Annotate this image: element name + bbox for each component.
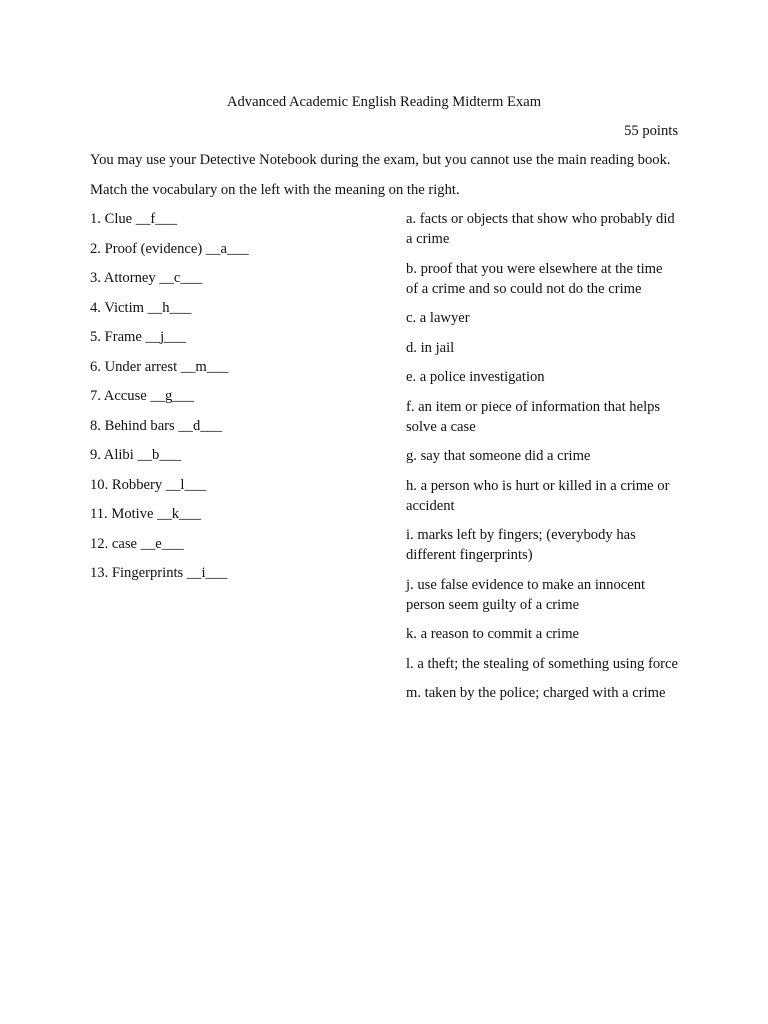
vocabulary-item: 5. Frame __j___ xyxy=(90,329,187,345)
vocabulary-item: 6. Under arrest __m___ xyxy=(90,358,229,375)
definition-item: e. a police investigation xyxy=(406,369,545,385)
vocabulary-list xyxy=(90,209,390,593)
vocabulary-item: 4. Victim __h___ xyxy=(90,299,192,316)
vocabulary-item: 10. Robbery __l___ xyxy=(90,476,207,493)
definition-item: f. an item or piece of information that helps solve a case xyxy=(406,398,661,435)
exam-title: Advanced Academic English Reading Midterm Exam xyxy=(226,94,542,110)
vocabulary-item: 7. Accuse __g___ xyxy=(90,388,195,404)
vocabulary-item: 13. Fingerprints __i___ xyxy=(90,565,228,581)
vocabulary-item: 9. Alibi __b___ xyxy=(90,447,182,463)
definition-item: h. a person who is hurt or killed in a crime or accident xyxy=(406,477,670,514)
definition-item: b. proof that you were elsewhere at the time of a crime and so could not do the crime xyxy=(406,260,663,297)
definition-item: c. a lawyer xyxy=(406,310,470,326)
definition-item: l. a theft; the stealing of something using force xyxy=(406,655,678,672)
vocabulary-item: 3. Attorney __c___ xyxy=(90,270,203,286)
matching-instruction: Match the vocabulary on the left with the meaning on the right. xyxy=(90,182,460,198)
vocabulary-item: 11. Motive __k___ xyxy=(90,506,201,522)
vocabulary-item: 1. Clue __f___ xyxy=(90,211,178,227)
vocabulary-item: 2. Proof (evidence) __a___ xyxy=(90,240,249,257)
vocabulary-item: 8. Behind bars __d___ xyxy=(90,417,223,434)
notebook-instruction: You may use your Detective Notebook during the exam, but you cannot use the main reading book. xyxy=(90,152,671,168)
points-label: 55 points xyxy=(624,123,678,139)
matching-columns xyxy=(90,209,678,749)
vocabulary-item: 12. case __e___ xyxy=(90,535,184,552)
definition-item: d. in jail xyxy=(406,339,455,356)
definition-item: k. a reason to commit a crime xyxy=(406,626,580,642)
definition-item: j. use false evidence to make an innocent person seem guilty of a crime xyxy=(406,576,646,613)
definition-list xyxy=(406,209,678,713)
definition-item: i. marks left by fingers; (everybody has different fingerprints) xyxy=(406,527,636,563)
definition-item: a. facts or objects that show who probably did a crime xyxy=(406,211,675,247)
definition-item: g. say that someone did a crime xyxy=(406,448,591,464)
definition-item: m. taken by the police; charged with a crime xyxy=(406,685,666,701)
exam-page xyxy=(90,92,678,749)
